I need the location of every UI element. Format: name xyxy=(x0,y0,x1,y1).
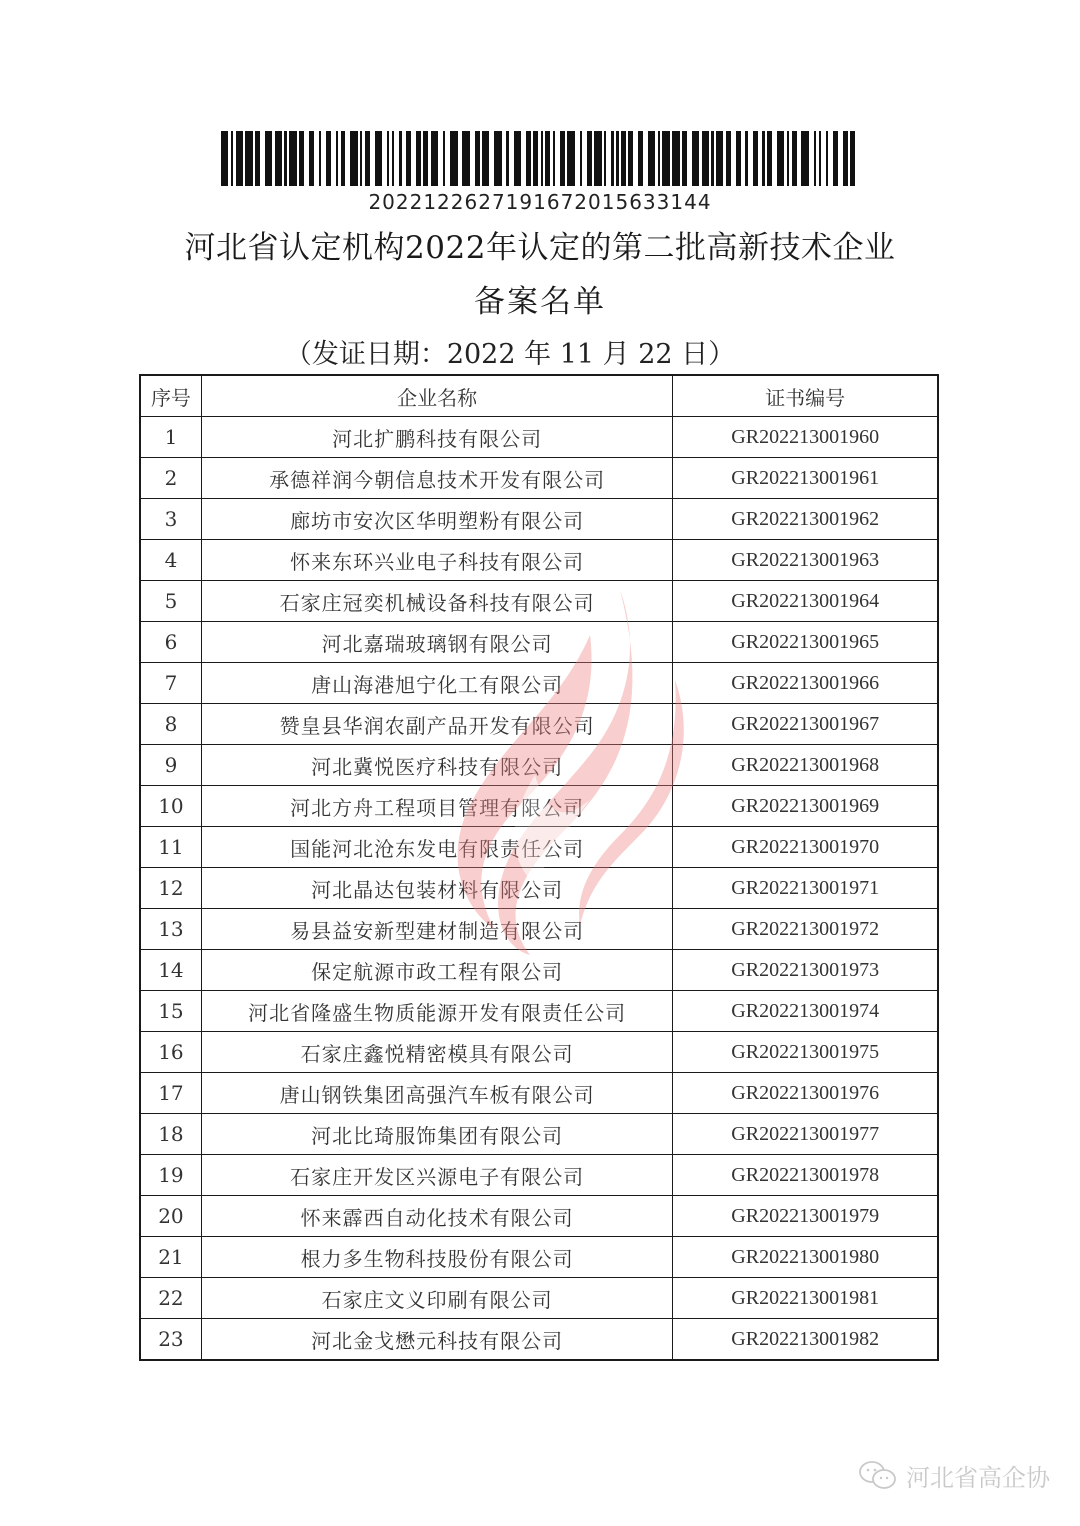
table-row xyxy=(140,1114,938,1155)
table-row xyxy=(140,745,938,786)
row-index: 19 xyxy=(140,1155,201,1196)
enterprise-name: 承德祥润今朝信息技术开发有限公司 xyxy=(201,458,673,499)
enterprise-name: 保定航源市政工程有限公司 xyxy=(201,950,673,991)
enterprise-name: 河北嘉瑞玻璃钢有限公司 xyxy=(201,622,673,663)
enterprise-name: 河北扩鹏科技有限公司 xyxy=(201,417,673,458)
table-row xyxy=(140,1155,938,1196)
certificate-number: GR202213001973 xyxy=(673,950,938,991)
enterprise-name: 怀来东环兴业电子科技有限公司 xyxy=(201,540,673,581)
certificate-number: GR202213001978 xyxy=(673,1155,938,1196)
row-index: 8 xyxy=(140,704,201,745)
enterprise-name: 根力多生物科技股份有限公司 xyxy=(201,1237,673,1278)
document-title-line2: 备案名单 xyxy=(474,284,606,320)
row-index: 15 xyxy=(140,991,201,1032)
certificate-number: GR202213001969 xyxy=(673,786,938,827)
wechat-icon xyxy=(858,1460,898,1492)
row-index: 11 xyxy=(140,827,201,868)
table-row xyxy=(140,499,938,540)
certificate-number: GR202213001972 xyxy=(673,909,938,950)
enterprise-name: 易县益安新型建材制造有限公司 xyxy=(201,909,673,950)
certificate-number: GR202213001976 xyxy=(673,1073,938,1114)
certificate-number: GR202213001981 xyxy=(673,1278,938,1319)
table-row xyxy=(140,827,938,868)
row-index: 5 xyxy=(140,581,201,622)
row-index: 9 xyxy=(140,745,201,786)
certificate-number: GR202213001977 xyxy=(673,1114,938,1155)
certificate-number: GR202213001964 xyxy=(673,581,938,622)
barcode-number: 20221226271916720156331​44 xyxy=(368,190,712,214)
enterprise-name: 河北方舟工程项目管理有限公司 xyxy=(201,786,673,827)
certificate-number: GR202213001966 xyxy=(673,663,938,704)
certificate-number: GR202213001975 xyxy=(673,1032,938,1073)
enterprise-name: 河北晶达包装材料有限公司 xyxy=(201,868,673,909)
barcode xyxy=(221,131,859,186)
enterprise-name: 河北金戈懋元科技有限公司 xyxy=(201,1319,673,1361)
table-row xyxy=(140,704,938,745)
row-index: 12 xyxy=(140,868,201,909)
enterprise-name: 国能河北沧东发电有限责任公司 xyxy=(201,827,673,868)
certificate-number: GR202213001980 xyxy=(673,1237,938,1278)
column-header-cert: 证书编号 xyxy=(673,375,938,417)
row-index: 6 xyxy=(140,622,201,663)
enterprise-name: 唐山海港旭宁化工有限公司 xyxy=(201,663,673,704)
footer-label: 河北省高企协 xyxy=(906,1464,1050,1492)
enterprise-name: 廊坊市安次区华明塑粉有限公司 xyxy=(201,499,673,540)
table-row xyxy=(140,417,938,458)
enterprise-name: 河北冀悦医疗科技有限公司 xyxy=(201,745,673,786)
row-index: 7 xyxy=(140,663,201,704)
enterprise-name: 石家庄文义印刷有限公司 xyxy=(201,1278,673,1319)
row-index: 16 xyxy=(140,1032,201,1073)
row-index: 14 xyxy=(140,950,201,991)
enterprise-name: 唐山钢铁集团高强汽车板有限公司 xyxy=(201,1073,673,1114)
table-row xyxy=(140,868,938,909)
enterprise-name: 河北比琦服饰集团有限公司 xyxy=(201,1114,673,1155)
certificate-number: GR202213001962 xyxy=(673,499,938,540)
column-header-name: 企业名称 xyxy=(201,375,673,417)
row-index: 22 xyxy=(140,1278,201,1319)
certificate-number: GR202213001970 xyxy=(673,827,938,868)
row-index: 13 xyxy=(140,909,201,950)
certificate-number: GR202213001965 xyxy=(673,622,938,663)
table-row xyxy=(140,1237,938,1278)
certificate-number: GR202213001967 xyxy=(673,704,938,745)
table-row xyxy=(140,1319,938,1361)
row-index: 1 xyxy=(140,417,201,458)
table-row xyxy=(140,1032,938,1073)
enterprise-name: 石家庄开发区兴源电子有限公司 xyxy=(201,1155,673,1196)
certificate-number: GR202213001963 xyxy=(673,540,938,581)
certificate-number: GR202213001971 xyxy=(673,868,938,909)
row-index: 10 xyxy=(140,786,201,827)
table-row xyxy=(140,786,938,827)
enterprise-name: 怀来霹西自动化技术有限公司 xyxy=(201,1196,673,1237)
row-index: 18 xyxy=(140,1114,201,1155)
table-row xyxy=(140,1196,938,1237)
issue-date: （发证日期：2022 年 11 月 22 日） xyxy=(284,339,736,370)
enterprise-name: 石家庄鑫悦精密模具有限公司 xyxy=(201,1032,673,1073)
document-title: 河北省认定机构2022年认定的第二批高新技术企业 xyxy=(184,230,896,266)
footer-brand xyxy=(858,1458,1050,1493)
table-row xyxy=(140,458,938,499)
certificate-number: GR202213001961 xyxy=(673,458,938,499)
table-row xyxy=(140,1073,938,1114)
table-row xyxy=(140,1278,938,1319)
table-row xyxy=(140,622,938,663)
row-index: 4 xyxy=(140,540,201,581)
certificate-number: GR202213001960 xyxy=(673,417,938,458)
enterprise-name: 赞皇县华润农副产品开发有限公司 xyxy=(201,704,673,745)
row-index: 23 xyxy=(140,1319,201,1361)
table-row xyxy=(140,581,938,622)
row-index: 17 xyxy=(140,1073,201,1114)
row-index: 2 xyxy=(140,458,201,499)
row-index: 21 xyxy=(140,1237,201,1278)
row-index: 3 xyxy=(140,499,201,540)
row-index: 20 xyxy=(140,1196,201,1237)
table-row xyxy=(140,991,938,1032)
table-row xyxy=(140,663,938,704)
certificate-number: GR202213001974 xyxy=(673,991,938,1032)
column-header-index: 序号 xyxy=(140,375,201,417)
table-row xyxy=(140,540,938,581)
enterprise-table xyxy=(139,374,939,1361)
table-row xyxy=(140,950,938,991)
enterprise-name: 河北省隆盛生物质能源开发有限责任公司 xyxy=(201,991,673,1032)
certificate-number: GR202213001982 xyxy=(673,1319,938,1361)
certificate-number: GR202213001979 xyxy=(673,1196,938,1237)
certificate-number: GR202213001968 xyxy=(673,745,938,786)
table-row xyxy=(140,909,938,950)
table-header-row xyxy=(140,375,938,417)
enterprise-name: 石家庄冠奕机械设备科技有限公司 xyxy=(201,581,673,622)
